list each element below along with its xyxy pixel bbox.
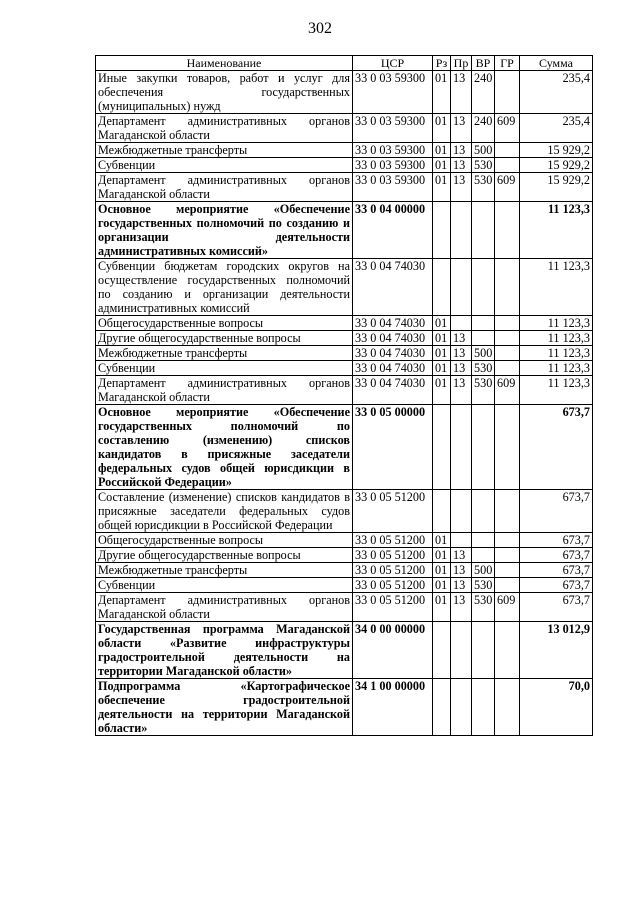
table-row: [96, 533, 593, 548]
cell-rz: 01: [433, 578, 451, 593]
cell-sum: 11 123,3: [520, 346, 593, 361]
cell-pr: 13: [451, 71, 472, 114]
cell-csr: 33 0 05 51200: [353, 548, 433, 563]
header-rz: Рз: [433, 56, 451, 71]
cell-csr: 33 0 04 74030: [353, 331, 433, 346]
cell-gr: [495, 548, 520, 563]
cell-sum: 673,7: [520, 563, 593, 578]
cell-rz: 01: [433, 548, 451, 563]
cell-csr: 34 0 00 00000: [353, 622, 433, 679]
cell-gr: [495, 405, 520, 490]
cell-gr: [495, 533, 520, 548]
cell-csr: 34 1 00 00000: [353, 679, 433, 736]
cell-csr: 33 0 03 59300: [353, 143, 433, 158]
table-row: [96, 158, 593, 173]
cell-vr: 530: [472, 376, 495, 405]
cell-rz: 01: [433, 593, 451, 622]
cell-gr: [495, 158, 520, 173]
table-row: [96, 593, 593, 622]
cell-rz: [433, 405, 451, 490]
cell-pr: [451, 622, 472, 679]
cell-rz: 01: [433, 533, 451, 548]
cell-sum: 673,7: [520, 578, 593, 593]
cell-csr: 33 0 03 59300: [353, 114, 433, 143]
cell-rz: [433, 622, 451, 679]
cell-vr: [472, 679, 495, 736]
cell-gr: [495, 202, 520, 259]
cell-name: Межбюджетные трансферты: [96, 143, 353, 158]
cell-vr: [472, 259, 495, 316]
cell-rz: 01: [433, 316, 451, 331]
cell-sum: 13 012,9: [520, 622, 593, 679]
cell-sum: 673,7: [520, 593, 593, 622]
cell-vr: [472, 202, 495, 259]
cell-rz: 01: [433, 173, 451, 202]
cell-sum: 15 929,2: [520, 173, 593, 202]
cell-pr: [451, 679, 472, 736]
cell-vr: [472, 533, 495, 548]
cell-name: Субвенции: [96, 361, 353, 376]
cell-name: Основное мероприятие «Обеспечение государственных полномочий по созданию и организации деятельности административных комиссий»: [96, 202, 353, 259]
cell-csr: 33 0 05 00000: [353, 405, 433, 490]
cell-pr: [451, 405, 472, 490]
cell-name: Субвенции бюджетам городских округов на осуществление государственных полномочий по созданию и организации деятельности административных комиссий: [96, 259, 353, 316]
cell-pr: [451, 259, 472, 316]
cell-gr: [495, 143, 520, 158]
cell-csr: 33 0 04 00000: [353, 202, 433, 259]
cell-name: Основное мероприятие «Обеспечение государственных полномочий по составлению (изменению) списков кандидатов в присяжные заседатели федеральных судов общей юрисдикции в Российской Федерации»: [96, 405, 353, 490]
table-row: [96, 578, 593, 593]
cell-gr: [495, 316, 520, 331]
cell-sum: 235,4: [520, 114, 593, 143]
cell-pr: 13: [451, 578, 472, 593]
cell-csr: 33 0 04 74030: [353, 361, 433, 376]
cell-csr: 33 0 05 51200: [353, 490, 433, 533]
cell-gr: [495, 71, 520, 114]
table-row: [96, 202, 593, 259]
table-row: [96, 143, 593, 158]
cell-rz: [433, 259, 451, 316]
cell-sum: 11 123,3: [520, 202, 593, 259]
header-pr: Пр: [451, 56, 472, 71]
cell-name: Составление (изменение) списков кандидатов в присяжные заседатели федеральных судов общей юрисдикции в Российской Федерации: [96, 490, 353, 533]
cell-sum: 673,7: [520, 405, 593, 490]
cell-rz: 01: [433, 376, 451, 405]
cell-rz: [433, 490, 451, 533]
cell-vr: 240: [472, 114, 495, 143]
cell-pr: 13: [451, 173, 472, 202]
table-row: [96, 259, 593, 316]
cell-gr: 609: [495, 173, 520, 202]
cell-csr: 33 0 03 59300: [353, 158, 433, 173]
cell-csr: 33 0 03 59300: [353, 173, 433, 202]
cell-rz: 01: [433, 563, 451, 578]
cell-name: Межбюджетные трансферты: [96, 346, 353, 361]
cell-pr: 13: [451, 563, 472, 578]
cell-sum: 15 929,2: [520, 143, 593, 158]
header-gr: ГР: [495, 56, 520, 71]
cell-pr: [451, 533, 472, 548]
header-vr: ВР: [472, 56, 495, 71]
cell-vr: 500: [472, 143, 495, 158]
cell-pr: 13: [451, 158, 472, 173]
cell-name: Субвенции: [96, 578, 353, 593]
cell-rz: 01: [433, 158, 451, 173]
cell-name: Общегосударственные вопросы: [96, 316, 353, 331]
cell-gr: [495, 346, 520, 361]
cell-name: Департамент административных органов Магаданской области: [96, 114, 353, 143]
table-row: [96, 376, 593, 405]
cell-pr: 13: [451, 548, 472, 563]
table-row: [96, 361, 593, 376]
cell-sum: 673,7: [520, 548, 593, 563]
cell-sum: 11 123,3: [520, 259, 593, 316]
cell-vr: [472, 490, 495, 533]
cell-csr: 33 0 04 74030: [353, 376, 433, 405]
header-name: Наименование: [96, 56, 353, 71]
cell-vr: [472, 548, 495, 563]
header-csr: ЦСР: [353, 56, 433, 71]
header-sum: Сумма: [520, 56, 593, 71]
cell-pr: 13: [451, 143, 472, 158]
cell-rz: 01: [433, 143, 451, 158]
cell-csr: 33 0 04 74030: [353, 316, 433, 331]
cell-sum: 70,0: [520, 679, 593, 736]
cell-pr: [451, 316, 472, 331]
cell-gr: [495, 259, 520, 316]
table-row: [96, 173, 593, 202]
cell-sum: 11 123,3: [520, 331, 593, 346]
cell-sum: 673,7: [520, 533, 593, 548]
cell-rz: [433, 202, 451, 259]
cell-pr: 13: [451, 331, 472, 346]
cell-name: Другие общегосударственные вопросы: [96, 548, 353, 563]
cell-vr: 530: [472, 593, 495, 622]
cell-csr: 33 0 04 74030: [353, 346, 433, 361]
cell-name: Иные закупки товаров, работ и услуг для обеспечения государственных (муниципальных) нужд: [96, 71, 353, 114]
cell-pr: 13: [451, 361, 472, 376]
cell-gr: 609: [495, 376, 520, 405]
cell-name: Межбюджетные трансферты: [96, 563, 353, 578]
cell-sum: 673,7: [520, 490, 593, 533]
cell-pr: 13: [451, 114, 472, 143]
cell-csr: 33 0 03 59300: [353, 71, 433, 114]
cell-rz: 01: [433, 71, 451, 114]
cell-pr: 13: [451, 376, 472, 405]
cell-gr: 609: [495, 114, 520, 143]
table-row: [96, 346, 593, 361]
cell-name: Департамент административных органов Магаданской области: [96, 173, 353, 202]
cell-name: Департамент административных органов Магаданской области: [96, 593, 353, 622]
cell-gr: [495, 578, 520, 593]
table-row: [96, 405, 593, 490]
cell-csr: 33 0 05 51200: [353, 578, 433, 593]
cell-name: Другие общегосударственные вопросы: [96, 331, 353, 346]
cell-vr: [472, 405, 495, 490]
cell-rz: 01: [433, 361, 451, 376]
cell-vr: [472, 316, 495, 331]
cell-gr: [495, 361, 520, 376]
cell-sum: 235,4: [520, 71, 593, 114]
cell-csr: 33 0 04 74030: [353, 259, 433, 316]
cell-pr: 13: [451, 593, 472, 622]
cell-vr: [472, 622, 495, 679]
table-row: [96, 331, 593, 346]
cell-sum: 15 929,2: [520, 158, 593, 173]
table-row: [96, 490, 593, 533]
table-row: [96, 71, 593, 114]
table-row: [96, 563, 593, 578]
cell-gr: [495, 679, 520, 736]
cell-vr: 530: [472, 158, 495, 173]
cell-sum: 11 123,3: [520, 316, 593, 331]
cell-pr: [451, 490, 472, 533]
cell-csr: 33 0 05 51200: [353, 533, 433, 548]
page-number: 302: [308, 20, 332, 37]
cell-vr: 530: [472, 361, 495, 376]
cell-rz: [433, 679, 451, 736]
cell-name: Департамент административных органов Магаданской области: [96, 376, 353, 405]
cell-vr: 500: [472, 563, 495, 578]
cell-vr: 240: [472, 71, 495, 114]
table-row: [96, 114, 593, 143]
cell-gr: [495, 490, 520, 533]
cell-gr: [495, 563, 520, 578]
cell-gr: 609: [495, 593, 520, 622]
budget-table: [95, 55, 593, 736]
cell-gr: [495, 622, 520, 679]
cell-vr: 500: [472, 346, 495, 361]
table-row: [96, 548, 593, 563]
cell-name: Субвенции: [96, 158, 353, 173]
cell-sum: 11 123,3: [520, 361, 593, 376]
table-row: [96, 622, 593, 679]
cell-name: Общегосударственные вопросы: [96, 533, 353, 548]
cell-vr: [472, 331, 495, 346]
cell-vr: 530: [472, 578, 495, 593]
cell-vr: 530: [472, 173, 495, 202]
cell-rz: 01: [433, 346, 451, 361]
cell-name: Государственная программа Магаданской области «Развитие инфраструктуры градостроительной деятельности на территории Магаданской области»: [96, 622, 353, 679]
cell-csr: 33 0 05 51200: [353, 563, 433, 578]
cell-sum: 11 123,3: [520, 376, 593, 405]
cell-pr: 13: [451, 346, 472, 361]
cell-pr: [451, 202, 472, 259]
cell-name: Подпрограмма «Картографическое обеспечение градостроительной деятельности на территории Магаданской области»: [96, 679, 353, 736]
cell-csr: 33 0 05 51200: [353, 593, 433, 622]
table-row: [96, 679, 593, 736]
cell-rz: 01: [433, 114, 451, 143]
cell-gr: [495, 331, 520, 346]
table-header-row: [96, 56, 593, 71]
cell-rz: 01: [433, 331, 451, 346]
table-row: [96, 316, 593, 331]
table-body: [96, 71, 593, 736]
